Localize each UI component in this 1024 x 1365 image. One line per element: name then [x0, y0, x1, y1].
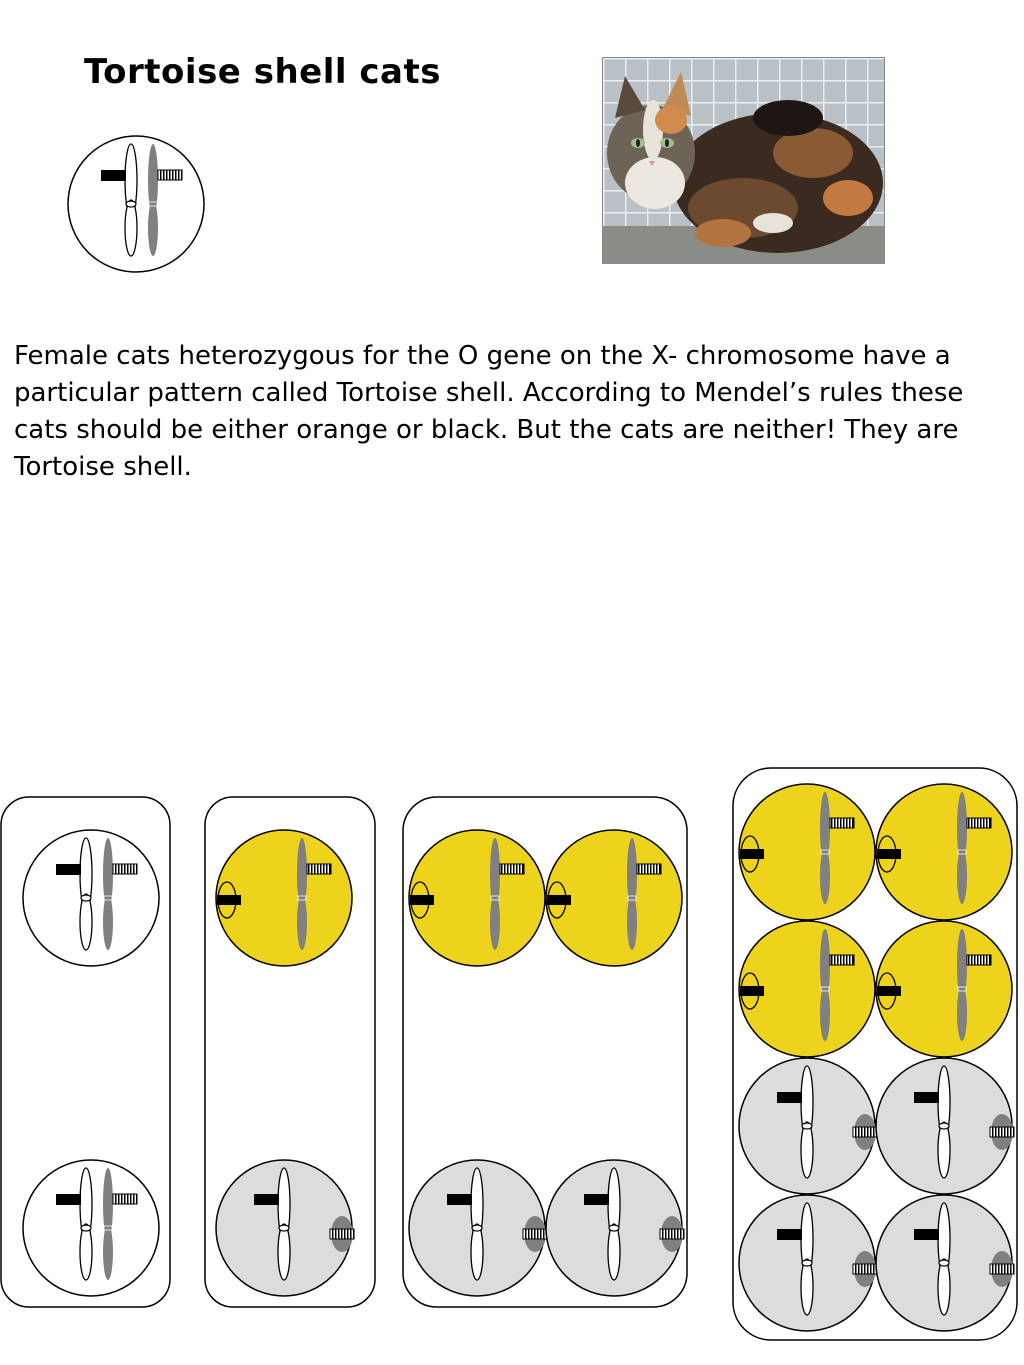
stage-3-cell-orange	[546, 830, 682, 966]
stage-2-cell-orange	[216, 830, 352, 966]
heterozygous-cell-top	[68, 136, 204, 272]
stage-4-cell-orange	[739, 784, 875, 920]
stage-3-cell-orange	[409, 830, 545, 966]
stage-4-cell-orange	[876, 784, 1012, 920]
stage-4-cell-black	[876, 1058, 1014, 1194]
stage-4-cell-black	[876, 1195, 1014, 1331]
stage-1-cell-heterozygous	[23, 1160, 159, 1296]
stage-4-cell-orange	[739, 921, 875, 1057]
stage-2-cell-black	[216, 1160, 354, 1296]
stage-1-cell-heterozygous	[23, 830, 159, 966]
stage-3-cell-black	[546, 1160, 684, 1296]
page-title: Tortoise shell cats	[84, 52, 441, 92]
description-paragraph: Female cats heterozygous for the O gene on the X- chromosome have a particular pattern called Tortoise shell. According to Mendel’s rules these cats should be either orange or black. But the cats are neither! They are Tortoise shell.	[14, 341, 964, 482]
stage-4-cell-black	[739, 1195, 877, 1331]
stage-4-cell-black	[739, 1058, 877, 1194]
stage-3-cell-black	[409, 1160, 547, 1296]
stage-4-cell-orange	[876, 921, 1012, 1057]
